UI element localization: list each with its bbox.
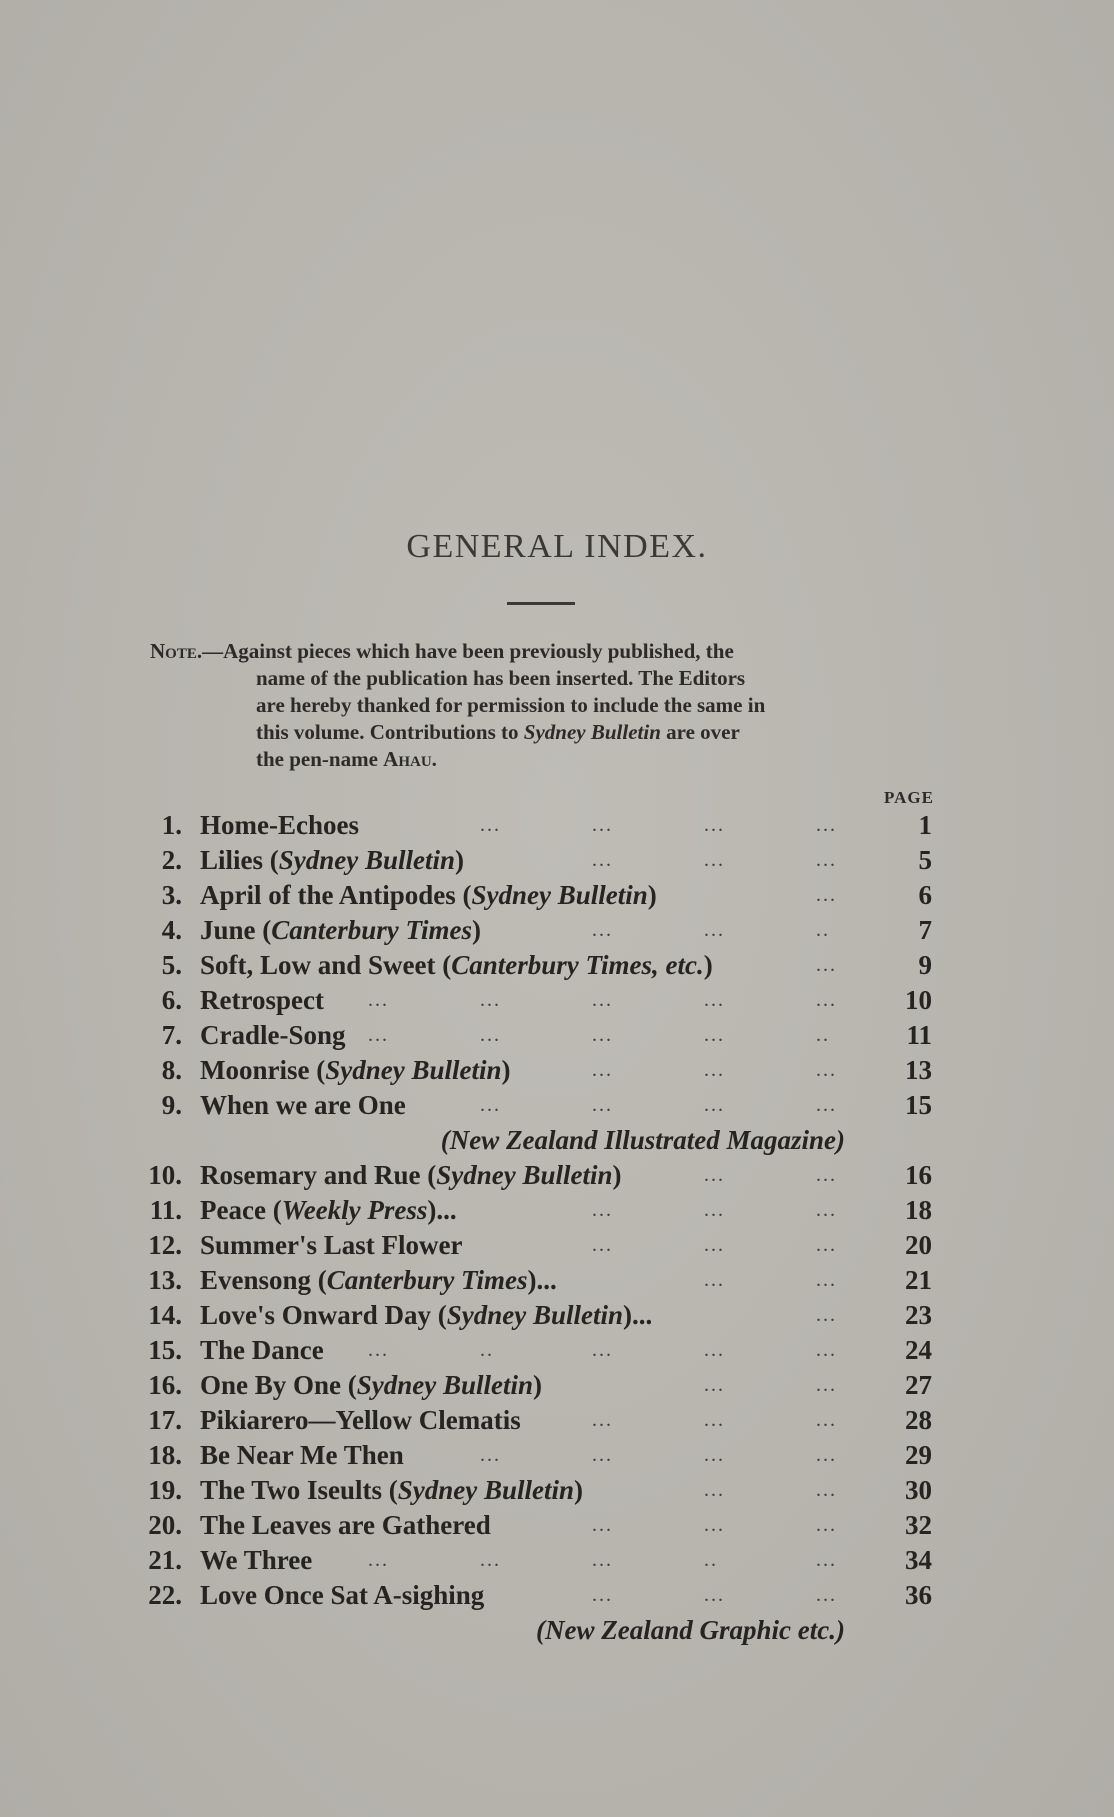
- index-entry: [0, 1543, 1114, 1578]
- leader-dot-group: ...: [704, 1409, 725, 1431]
- leader-dot-group: ...: [480, 1024, 501, 1046]
- leader-dot-group: ...: [704, 1234, 725, 1256]
- source-text: (New Zealand Illustrated Magazine): [440, 1125, 845, 1155]
- index-entry: [0, 1403, 1114, 1438]
- entry-source: Canterbury Times: [271, 915, 473, 945]
- entry-page-number: 20: [905, 1230, 932, 1260]
- index-entry: [0, 1053, 1114, 1088]
- entry-number: 19.: [148, 1475, 182, 1505]
- note-label: Note.: [150, 639, 203, 663]
- leader-dot-group: ...: [592, 1584, 613, 1606]
- entry-number: 18.: [148, 1440, 182, 1470]
- leader-dot-group: ...: [480, 989, 501, 1011]
- leader-dot-group: ...: [816, 1269, 837, 1291]
- entry-page-number: 27: [905, 1370, 932, 1400]
- entry-number: 10.: [148, 1160, 182, 1190]
- entry-source-continuation: [0, 1613, 1114, 1648]
- leader-dot-group: ...: [816, 989, 837, 1011]
- entry-source: Canterbury Times: [326, 1265, 528, 1295]
- index-entry: [0, 808, 1114, 843]
- leader-dot-group: ...: [816, 1514, 837, 1536]
- entry-source: Canterbury Times, etc.: [451, 950, 704, 980]
- leader-dot-group: ...: [704, 849, 725, 871]
- note-line-3: are hereby thanked for permission to include the same in: [256, 693, 766, 717]
- leader-dot-group: ..: [480, 1339, 494, 1361]
- leader-dot-group: ...: [592, 1199, 613, 1221]
- leader-dot-group: ...: [704, 1514, 725, 1536]
- leader-dot-group: ...: [480, 1549, 501, 1571]
- entry-page-number: 36: [905, 1580, 932, 1610]
- index-entries: [0, 808, 1114, 1648]
- entry-title: The Two Iseults (Sydney Bulletin): [200, 1475, 584, 1505]
- leader-dot-group: ...: [704, 1269, 725, 1291]
- leader-dot-group: ...: [592, 919, 613, 941]
- index-entry: [0, 1088, 1114, 1123]
- leader-dot-group: ...: [592, 1339, 613, 1361]
- leader-dot-group: ...: [368, 989, 389, 1011]
- entry-title: The Dance: [200, 1335, 324, 1365]
- entry-number: 15.: [148, 1335, 182, 1365]
- entry-number: 14.: [148, 1300, 182, 1330]
- entry-page-number: 16: [905, 1160, 932, 1190]
- leader-dot-group: ...: [816, 1304, 837, 1326]
- entry-number: 7.: [161, 1020, 182, 1050]
- entry-page-number: 11: [906, 1020, 932, 1050]
- leader-dot-group: ...: [816, 1234, 837, 1256]
- entry-page-number: 34: [905, 1545, 932, 1575]
- entry-page-number: 24: [905, 1335, 932, 1365]
- entry-number: 13.: [148, 1265, 182, 1295]
- leader-dot-group: ...: [816, 954, 837, 976]
- entry-title: Love Once Sat A-sighing: [200, 1580, 485, 1610]
- entry-title: When we are One: [200, 1090, 406, 1120]
- entry-title: Moonrise (Sydney Bulletin): [200, 1055, 511, 1085]
- entry-page-number: 21: [905, 1265, 932, 1295]
- entry-page-number: 9: [918, 950, 932, 980]
- note-line-1: Note.—Against pieces which have been previously published, the: [150, 639, 734, 663]
- entry-page-number: 29: [905, 1440, 932, 1470]
- entry-source: Weekly Press: [281, 1195, 428, 1225]
- entry-number: 4.: [161, 915, 182, 945]
- entry-title: Home-Echoes: [200, 810, 359, 840]
- entry-title: April of the Antipodes (Sydney Bulletin): [200, 880, 657, 910]
- entry-page-number: 6: [918, 880, 932, 910]
- leader-dot-group: ...: [592, 814, 613, 836]
- entry-source-continuation: [0, 1123, 1114, 1158]
- leader-dot-group: ...: [592, 1409, 613, 1431]
- index-entry: [0, 1578, 1114, 1613]
- note-line-5: the pen-name Ahau.: [256, 747, 437, 771]
- index-entry: [0, 1473, 1114, 1508]
- entry-number: 16.: [148, 1370, 182, 1400]
- entry-number: 11.: [149, 1195, 182, 1225]
- leader-dot-group: ..: [816, 1024, 830, 1046]
- entry-title: The Leaves are Gathered: [200, 1510, 491, 1540]
- leader-dot-group: ...: [816, 1164, 837, 1186]
- leader-dot-group: ...: [816, 849, 837, 871]
- index-entry: [0, 1263, 1114, 1298]
- index-entry: [0, 1228, 1114, 1263]
- entry-title: Be Near Me Then: [200, 1440, 404, 1470]
- entry-source: Sydney Bulletin: [471, 880, 648, 910]
- page-title: GENERAL INDEX.: [406, 528, 708, 565]
- entry-number: 20.: [148, 1510, 182, 1540]
- leader-dot-group: ...: [816, 1199, 837, 1221]
- entry-number: 6.: [161, 985, 182, 1015]
- entry-source: Sydney Bulletin: [446, 1300, 624, 1330]
- entry-source: Sydney Bulletin: [356, 1370, 534, 1400]
- leader-dot-group: ...: [704, 1374, 725, 1396]
- entry-page-number: 32: [905, 1510, 932, 1540]
- leader-dot-group: ...: [368, 1339, 389, 1361]
- entry-title: Retrospect: [200, 985, 324, 1015]
- leader-dot-group: ...: [816, 1409, 837, 1431]
- index-entry: [0, 1333, 1114, 1368]
- entry-source: Sydney Bulletin: [325, 1055, 502, 1085]
- leader-dot-group: ...: [816, 1444, 837, 1466]
- leader-dot-group: ...: [592, 1234, 613, 1256]
- entry-page-number: 18: [905, 1195, 932, 1225]
- leader-dot-group: ...: [704, 1479, 725, 1501]
- leader-dot-group: ...: [704, 1584, 725, 1606]
- entry-title: We Three: [200, 1545, 313, 1575]
- entry-number: 17.: [148, 1405, 182, 1435]
- note-line-4: this volume. Contributions to Sydney Bulletin are over: [256, 720, 740, 744]
- index-entry: [0, 1018, 1114, 1053]
- leader-dot-group: ...: [816, 1339, 837, 1361]
- index-entry: [0, 913, 1114, 948]
- entry-title: Rosemary and Rue (Sydney Bulletin): [200, 1160, 622, 1190]
- entry-number: 22.: [148, 1580, 182, 1610]
- leader-dot-group: ...: [592, 1059, 613, 1081]
- leader-dot-group: ...: [816, 884, 837, 906]
- index-entry: [0, 1438, 1114, 1473]
- entry-number: 5.: [161, 950, 182, 980]
- leader-dot-group: ...: [592, 989, 613, 1011]
- leader-dot-group: ...: [816, 1059, 837, 1081]
- index-entry: [0, 1158, 1114, 1193]
- index-entry: [0, 1368, 1114, 1403]
- leader-dot-group: ...: [592, 1094, 613, 1116]
- source-text: (New Zealand Graphic etc.): [536, 1615, 845, 1645]
- entry-title: June (Canterbury Times): [200, 915, 482, 945]
- leader-dot-group: ...: [816, 1584, 837, 1606]
- leader-dot-group: ...: [592, 1444, 613, 1466]
- entry-page-number: 7: [918, 915, 932, 945]
- entry-number: 12.: [148, 1230, 182, 1260]
- leader-dot-group: ...: [368, 1024, 389, 1046]
- entry-title: Summer's Last Flower: [200, 1230, 463, 1260]
- index-entry: [0, 1298, 1114, 1333]
- entry-page-number: 28: [905, 1405, 932, 1435]
- entry-page-number: 23: [905, 1300, 932, 1330]
- leader-dot-group: ...: [704, 1024, 725, 1046]
- entry-number: 2.: [161, 845, 182, 875]
- leader-dot-group: ...: [704, 919, 725, 941]
- index-entry: [0, 948, 1114, 983]
- entry-page-number: 10: [905, 985, 932, 1015]
- index-entry: [0, 1508, 1114, 1543]
- editorial-note: [150, 638, 935, 773]
- leader-dot-group: ...: [816, 1374, 837, 1396]
- entry-title: Love's Onward Day (Sydney Bulletin)...: [200, 1300, 653, 1330]
- index-entry: [0, 878, 1114, 913]
- entry-number: 3.: [161, 880, 182, 910]
- index-entry: [0, 843, 1114, 878]
- entry-number: 9.: [161, 1090, 182, 1120]
- leader-dot-group: ...: [704, 1164, 725, 1186]
- leader-dot-group: ...: [592, 1024, 613, 1046]
- entry-title: Lilies (Sydney Bulletin): [200, 845, 465, 875]
- leader-dot-group: ...: [704, 1339, 725, 1361]
- leader-dot-group: ..: [704, 1549, 718, 1571]
- leader-dot-group: ...: [704, 1059, 725, 1081]
- entry-number: 21.: [148, 1545, 182, 1575]
- leader-dot-group: ...: [816, 1479, 837, 1501]
- entry-title: Pikiarero—Yellow Clematis: [200, 1405, 521, 1435]
- entry-title: Evensong (Canterbury Times)...: [200, 1265, 557, 1295]
- entry-source: Sydney Bulletin: [397, 1475, 575, 1505]
- leader-dot-group: ...: [704, 1199, 725, 1221]
- leader-dot-group: ...: [816, 814, 837, 836]
- entry-title: One By One (Sydney Bulletin): [200, 1370, 543, 1400]
- entry-number: 8.: [161, 1055, 182, 1085]
- index-entry: [0, 983, 1114, 1018]
- leader-dot-group: ...: [704, 989, 725, 1011]
- leader-dot-group: ...: [368, 1549, 389, 1571]
- leader-dot-group: ...: [592, 1514, 613, 1536]
- leader-dot-group: ...: [816, 1094, 837, 1116]
- page-column-header: PAGE: [884, 788, 934, 807]
- leader-dot-group: ...: [592, 849, 613, 871]
- entry-title: Cradle-Song: [200, 1020, 346, 1050]
- entry-number: 1.: [161, 810, 182, 840]
- entry-page-number: 15: [905, 1090, 932, 1120]
- entry-page-number: 30: [905, 1475, 932, 1505]
- note-line-2: name of the publication has been inserted. The Editors: [256, 666, 746, 690]
- leader-dot-group: ...: [480, 1444, 501, 1466]
- leader-dot-group: ...: [816, 1549, 837, 1571]
- leader-dot-group: ...: [480, 814, 501, 836]
- entry-title: Peace (Weekly Press)...: [200, 1195, 457, 1225]
- entry-page-number: 13: [905, 1055, 932, 1085]
- leader-dot-group: ...: [480, 1094, 501, 1116]
- index-entry: [0, 1193, 1114, 1228]
- title-rule: [507, 602, 575, 605]
- leader-dot-group: ...: [704, 1094, 725, 1116]
- entry-title: Soft, Low and Sweet (Canterbury Times, etc.): [200, 950, 713, 980]
- entry-source: Sydney Bulletin: [436, 1160, 613, 1190]
- entry-page-number: 1: [918, 810, 932, 840]
- leader-dot-group: ..: [816, 919, 830, 941]
- entry-source: Sydney Bulletin: [278, 845, 456, 875]
- leader-dot-group: ...: [592, 1549, 613, 1571]
- leader-dot-group: ...: [704, 1444, 725, 1466]
- leader-dot-group: ...: [704, 814, 725, 836]
- entry-page-number: 5: [918, 845, 932, 875]
